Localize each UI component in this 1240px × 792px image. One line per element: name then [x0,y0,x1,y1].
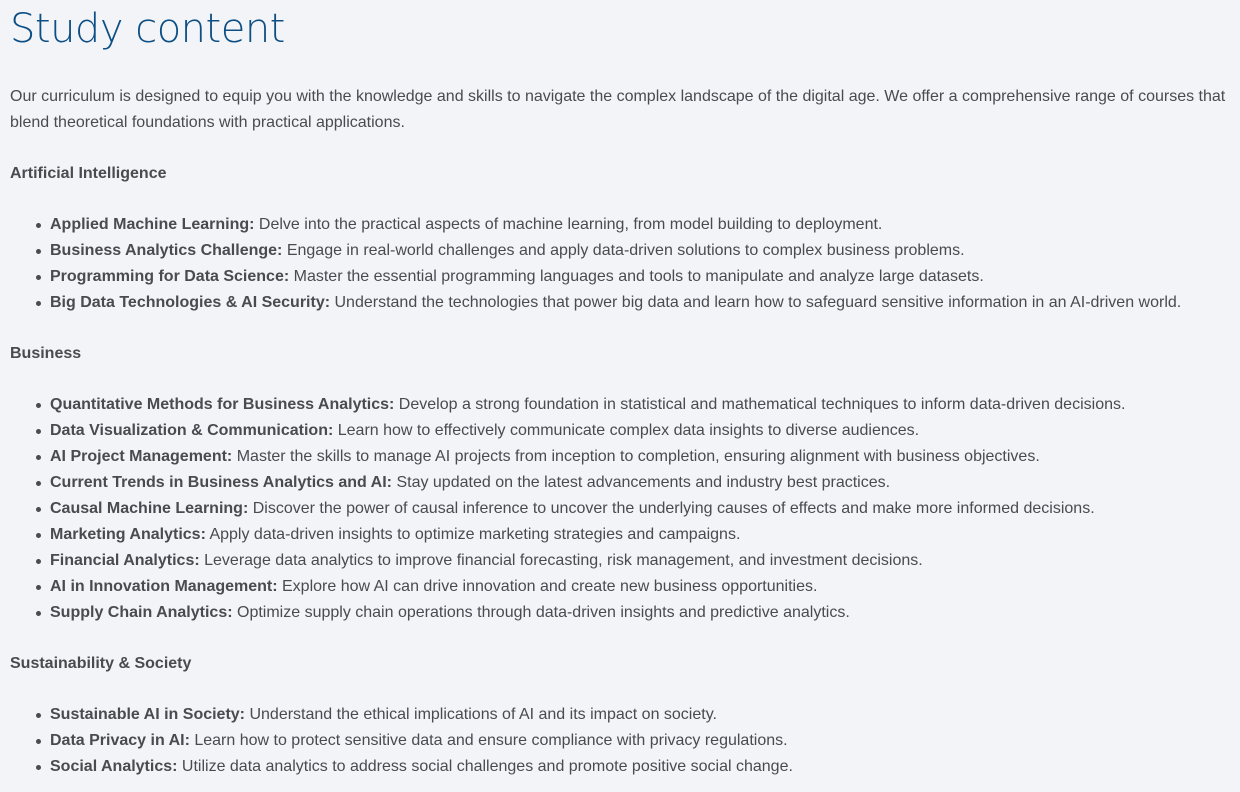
course-description: Stay updated on the latest advancements and industry best practices. [392,474,891,491]
section-heading-artificial-intelligence: Artificial Intelligence [10,165,167,182]
list-item [50,264,1230,290]
course-description: Master the essential programming languages and tools to manipulate and analyze large datasets. [289,268,984,285]
course-description: Utilize data analytics to address social challenges and promote positive social change. [177,758,793,775]
course-name: AI Project Management: [50,448,233,465]
intro-paragraph: Our curriculum is designed to equip you with the knowledge and skills to navigate the complex landscape of the digital age. We offer a comprehensive range of courses that blend theoretical foundations with practical applications. [10,88,1226,131]
course-description: Delve into the practical aspects of machine learning, from model building to deployment. [254,216,883,233]
list-item [50,470,1230,496]
course-description: Learn how to effectively communicate complex data insights to diverse audiences. [333,422,920,439]
course-description: Develop a strong foundation in statistical and mathematical techniques to inform data-driven decisions. [394,396,1126,413]
course-name: Financial Analytics: [50,552,200,569]
list-item [50,754,1230,780]
course-description: Master the skills to manage AI projects from inception to completion, ensuring alignment with business objectives. [232,448,1040,465]
course-name: Big Data Technologies & AI Security: [50,294,331,311]
section-heading-sustainability-society: Sustainability & Society [10,655,192,672]
list-item [50,574,1230,600]
course-description: Apply data-driven insights to optimize marketing strategies and campaigns. [205,526,741,543]
page-title: Study content [10,6,285,52]
list-item [50,418,1230,444]
list-item [50,392,1230,418]
course-description: Explore how AI can drive innovation and create new business opportunities. [277,578,818,595]
course-description: Understand the technologies that power big data and learn how to safeguard sensitive information in an AI-driven world. [330,294,1182,311]
course-name: Supply Chain Analytics: [50,604,233,621]
course-name: Programming for Data Science: [50,268,290,285]
list-item [50,238,1230,264]
course-name: Sustainable AI in Society: [50,706,246,723]
course-name: Social Analytics: [50,758,178,775]
list-item [50,522,1230,548]
course-list-sustainability-society [10,702,1230,780]
course-name: Causal Machine Learning: [50,500,249,517]
course-list-business [10,392,1230,626]
course-description: Discover the power of causal inference to uncover the underlying causes of effects and make more informed decisions. [248,500,1095,517]
course-description: Understand the ethical implications of AI and its impact on society. [245,706,717,723]
course-description: Learn how to protect sensitive data and ensure compliance with privacy regulations. [189,732,788,749]
list-item [50,728,1230,754]
course-name: Data Visualization & Communication: [50,422,334,439]
list-item [50,212,1230,238]
list-item [50,702,1230,728]
course-name: AI in Innovation Management: [50,578,278,595]
list-item [50,600,1230,626]
course-description: Optimize supply chain operations through data-driven insights and predictive analytics. [232,604,850,621]
course-list-artificial-intelligence [10,212,1230,316]
list-item [50,496,1230,522]
list-item [50,548,1230,574]
course-description: Leverage data analytics to improve financial forecasting, risk management, and investment decisions. [199,552,923,569]
section-heading-business: Business [10,345,82,362]
course-name: Marketing Analytics: [50,526,206,543]
course-description: Engage in real-world challenges and apply data-driven solutions to complex business problems. [282,242,965,259]
course-name: Current Trends in Business Analytics and AI: [50,474,392,491]
course-name: Applied Machine Learning: [50,216,255,233]
course-name: Data Privacy in AI: [50,732,190,749]
list-item [50,444,1230,470]
course-name: Quantitative Methods for Business Analytics: [50,396,395,413]
course-name: Business Analytics Challenge: [50,242,283,259]
list-item [50,290,1230,316]
